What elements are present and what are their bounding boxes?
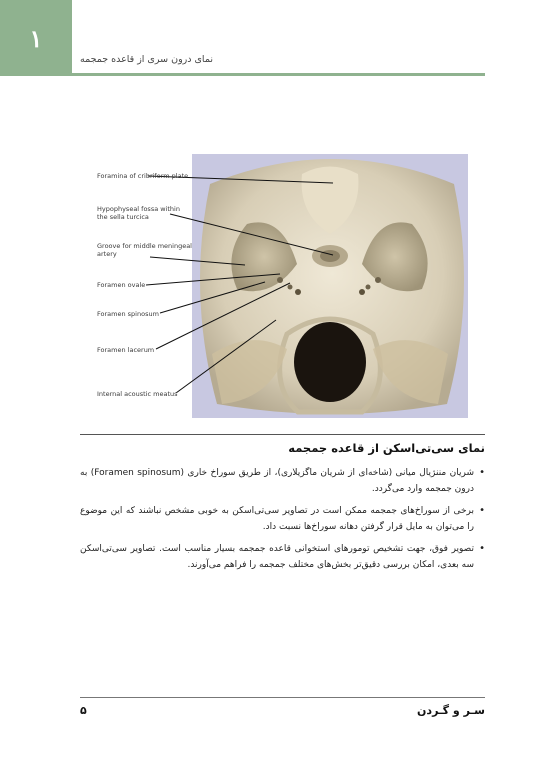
footer-rule [80,697,485,698]
bullet-item: • شریان مننژیال میانی (شاخه‌ای از شریان ماگزیلاری)، از طریق سوراخ خاری (Foramen spinosum) به درون جمجمه وارد می‌گردد. [80,465,485,497]
running-title: نمای درون سری از قاعده جمجمه [80,54,213,65]
label-foramen-ovale: Foramen ovale [97,281,146,289]
bullet-list [80,465,485,579]
label-internal-acoustic-meatus: Internal acoustic meatus [97,390,178,398]
label-hypophyseal-fossa: Hypophyseal fossa within the sella turcica [97,205,180,221]
chapter-tab [0,0,72,76]
bullet-item: • برخی از سوراخ‌های جمجمه ممکن است در تصاویر سی‌تی‌اسکن به خوبی مشخص نباشند که این موضوع را می‌توان به مایل قرار گرفتن دهانه سوراخ‌ها نسبت داد. [80,503,485,535]
label-foramen-spinosum: Foramen spinosum [97,310,159,318]
page-number: ۵ [80,704,87,717]
section-heading: نمای سی‌تی‌اسکن از قاعده جمجمه [288,441,485,455]
footer-book-title: سـر و گـردن [417,704,485,717]
chapter-number: ۱ [29,23,43,53]
bullet-item: • تصویر فوق، جهت تشخیص تومورهای استخوانی قاعده جمجمه بسیار مناسب است. تصاویر سی‌تی‌اسکن سه بعدی، امکان بررسی دقیق‌تر بخش‌های مختلف جمجمه را فراهم می‌آورند. [80,541,485,573]
section-rule [80,434,485,435]
label-middle-meningeal-groove: Groove for middle meningeal artery [97,242,192,258]
label-foramen-lacerum: Foramen lacerum [97,346,155,354]
header-rule [72,73,485,76]
ct-skull-base-image [192,154,468,418]
label-foramina-cribriform-plate: Foramina of cribriform plate [97,172,189,180]
